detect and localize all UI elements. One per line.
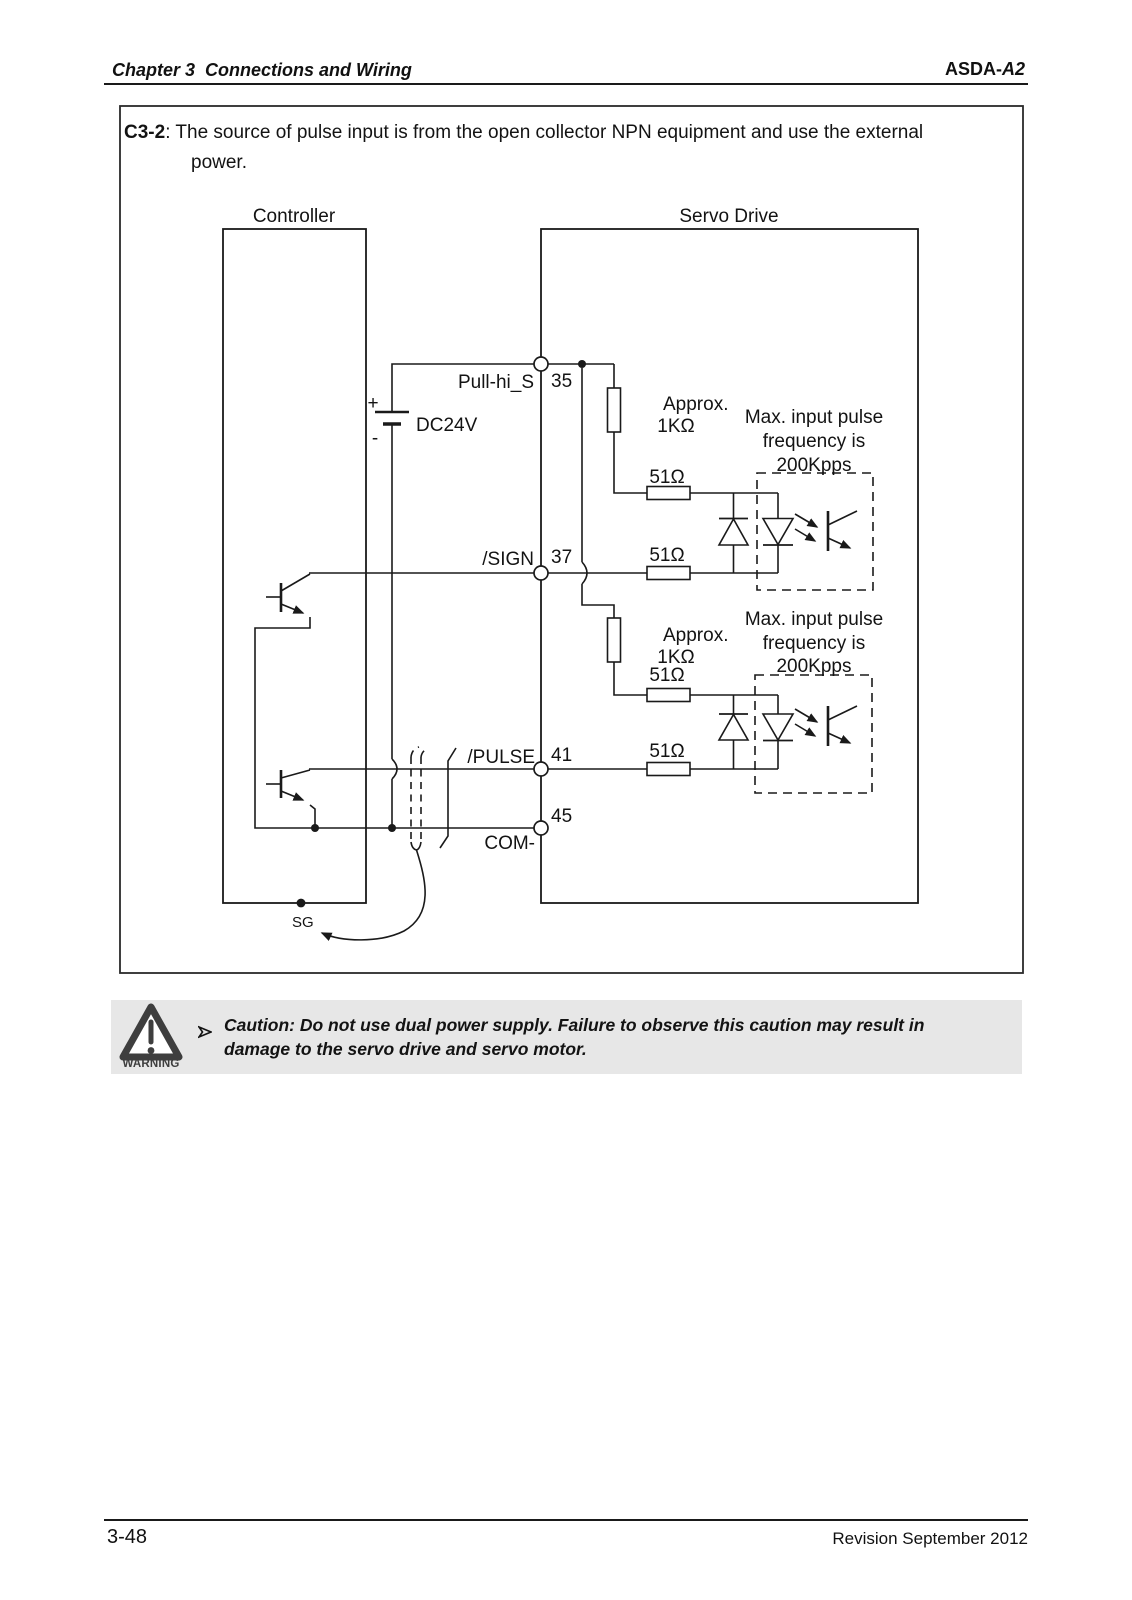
warning-triangle-icon	[119, 1002, 183, 1062]
product-model: A2	[1001, 59, 1025, 79]
terminal-45	[534, 821, 548, 835]
optocoupler-pulse-box	[755, 675, 872, 793]
clamp-diode-sign	[719, 519, 748, 545]
light-arrow-sign-2	[795, 529, 815, 541]
resistors	[608, 388, 691, 776]
servo-drive-box	[541, 229, 918, 903]
wire-1k-to-opto-pulse	[614, 662, 778, 695]
approx-label-pulse: Approx.	[663, 625, 729, 646]
t2-collector	[281, 770, 310, 778]
battery-plus-sign: +	[367, 393, 379, 414]
caution-bullet-icon	[198, 1025, 212, 1039]
led-sign	[763, 519, 793, 545]
dc24v-label: DC24V	[416, 415, 478, 436]
t2-emitter	[281, 791, 303, 800]
controller-label: Controller	[252, 206, 336, 227]
t1-collector	[281, 574, 310, 591]
label-terminal-45: 45	[551, 806, 573, 827]
note-pulse-line2: frequency is	[762, 633, 866, 654]
header-chapter-title: Chapter 3 Connections and Wiring	[112, 60, 412, 80]
note-pulse-line1: Max. input pulse	[744, 609, 884, 630]
label-com: COM-	[484, 833, 535, 854]
product-name: ASDA-	[944, 59, 1002, 79]
clamp-diode-pulse	[719, 715, 748, 741]
r51-label-1: 51Ω	[649, 467, 685, 488]
resistor-51-pulse-top	[647, 689, 690, 702]
label-sg: SG	[292, 914, 314, 931]
r1k-label-pulse: 1KΩ	[657, 647, 695, 668]
footer-page-number: 3-48	[107, 1526, 148, 1548]
label-terminal-35: 35	[551, 371, 573, 392]
shield-to-sg-arrow	[322, 850, 425, 940]
wire-com-rail	[255, 617, 534, 828]
junction-emitter	[311, 824, 319, 832]
servo-drive-label: Servo Drive	[679, 206, 779, 227]
terminal-35	[534, 357, 548, 371]
caution-line1: Caution: Do not use dual power supply. Failure to observe this caution may result in	[224, 1015, 925, 1035]
controller-box	[223, 229, 366, 903]
shield-bottom	[411, 842, 421, 850]
figure-label: C3-2	[124, 122, 166, 143]
note-pulse-line3: 200Kpps	[776, 656, 852, 677]
terminal-37	[534, 566, 548, 580]
figure-caption-line2: power.	[191, 152, 247, 173]
note-sign-line3: 200Kpps	[776, 455, 852, 476]
r51-label-2: 51Ω	[649, 545, 685, 566]
note-sign-line1: Max. input pulse	[744, 407, 884, 428]
label-sign: /SIGN	[482, 549, 534, 570]
junction-battery-com	[388, 824, 396, 832]
label-terminal-41: 41	[551, 745, 573, 766]
note-sign-line2: frequency is	[762, 431, 866, 452]
warning-icon-label: WARNING	[122, 1058, 180, 1070]
shield-hook-left	[411, 747, 419, 757]
resistor-51-sign-bottom	[647, 567, 690, 580]
figure-caption	[124, 122, 923, 143]
caution-text	[224, 1014, 974, 1061]
phototransistor-sign-emitter	[828, 538, 850, 548]
note-sign	[745, 407, 883, 476]
t1-emitter	[281, 604, 303, 613]
resistor-51-pulse-bottom	[647, 763, 690, 776]
resistor-51-sign-top	[647, 487, 690, 500]
footer-revision: Revision September 2012	[832, 1529, 1028, 1548]
label-pulse: /PULSE	[467, 747, 535, 768]
figure-border	[120, 106, 1023, 973]
battery-minus-sign: -	[371, 428, 379, 449]
r1k-label-sign: 1KΩ	[657, 416, 695, 437]
light-arrow-sign-1	[795, 514, 817, 527]
wire-1k-to-opto-sign	[614, 432, 778, 493]
junction-sg	[297, 899, 306, 908]
figure-description: : The source of pulse input is from the open collector NPN equipment and use the external	[165, 122, 924, 143]
phototransistor-pulse-emitter	[828, 733, 850, 743]
r51-label-3: 51Ω	[649, 665, 685, 686]
footer-rule	[104, 1519, 1028, 1521]
shield-hook-right	[421, 749, 427, 757]
light-arrow-pulse-1	[795, 709, 817, 722]
cable-shield	[322, 747, 456, 940]
r51-label-4: 51Ω	[649, 741, 685, 762]
led-pulse	[763, 714, 793, 740]
light-arrow-pulse-2	[795, 724, 815, 736]
note-pulse	[745, 609, 883, 677]
optocoupler-pulse	[719, 675, 872, 793]
caution-line2: damage to the servo drive and servo motor.	[224, 1038, 587, 1059]
phototransistor-sign-collector	[828, 511, 857, 525]
wire-dc24v-negative	[392, 424, 397, 828]
terminal-41	[534, 762, 548, 776]
resistor-1k-sign	[608, 388, 621, 432]
resistor-1k-pulse	[608, 618, 621, 662]
label-terminal-37: 37	[551, 547, 573, 568]
phototransistor-pulse-collector	[828, 706, 857, 720]
label-pull-hi-s: Pull-hi_S	[457, 372, 534, 393]
approx-label-sign: Approx.	[663, 394, 729, 415]
junction-pullhi	[578, 360, 586, 368]
twist-mark	[440, 748, 456, 848]
